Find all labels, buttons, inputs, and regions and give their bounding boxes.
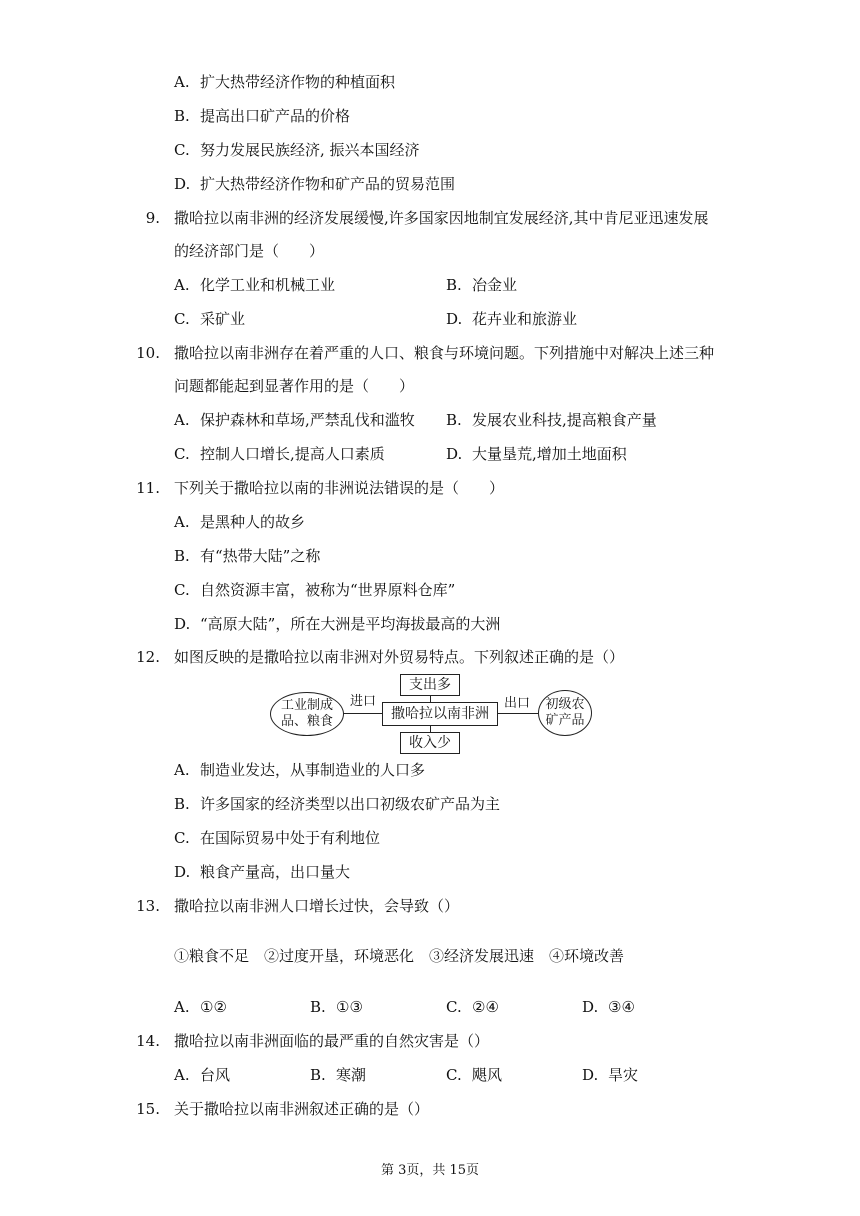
q14-option-a [174,1065,230,1085]
q10-option-d [446,444,627,464]
page-footer: 第 3页，共 15页 [380,1163,480,1178]
top-box: 支出多 [400,674,460,696]
q11-stem: 下列关于撒哈拉以南的非洲说法错误的是（ ） [174,479,505,497]
option-text: 提高出口矿产品的价格 [200,107,351,125]
center-box: 撒哈拉以南非洲 [382,702,498,726]
q11-option-b [174,546,320,566]
left-oval [270,692,344,736]
q10-number: 10. [136,344,160,362]
option-letter: D. [446,445,463,463]
q14-option-d [582,1065,638,1085]
q11-number: 11. [136,479,160,497]
option-letter: D. [582,1066,599,1084]
q11-option-d [174,614,500,634]
q14-option-c [446,1065,502,1085]
option-text: 保护森林和草场,严禁乱伐和滥牧 [200,411,415,429]
q13-option-c [446,997,499,1017]
q9-option-a [174,275,335,295]
option-text: 寒潮 [336,1066,367,1084]
right-oval-line2: 矿产品 [545,713,585,728]
right-oval [538,690,592,736]
q9-stem-line2: 的经济部门是（ ） [174,242,325,260]
q10-stem-line2: 问题都能起到显著作用的是（ ） [174,377,415,395]
option-text: 台风 [200,1066,231,1084]
option-text: 自然资源丰富，被称为“世界原料仓库” [200,581,456,599]
q14-number: 14. [136,1032,160,1050]
q9-option-c [174,309,245,329]
option-text: 大量垦荒,增加土地面积 [472,445,627,463]
option-letter: C. [174,445,190,463]
option-text: 旱灾 [608,1066,639,1084]
option-text: “高原大陆”，所在大洲是平均海拔最高的大洲 [200,615,501,633]
q9-stem-line1: 撒哈拉以南非洲的经济发展缓慢,许多国家因地制宜发展经济,其中肯尼亚迅速发展 [174,209,709,227]
option-letter: A. [174,73,190,91]
q13-stem: 撒哈拉以南非洲人口增长过快，会导致（） [174,897,460,915]
option-text: 扩大热带经济作物的种植面积 [200,73,396,91]
option-letter: A. [174,411,190,429]
option-text: 化学工业和机械工业 [200,276,336,294]
q8-option-b [174,106,350,126]
q11-option-a [174,512,305,532]
q12-option-c [174,828,380,848]
option-text: 努力发展民族经济, 振兴本国经济 [200,141,420,159]
option-text: ①② [200,998,227,1016]
option-text: 是黑种人的故乡 [200,513,306,531]
option-letter: B. [446,276,462,294]
q14-option-b [310,1065,366,1085]
q8-option-c [174,140,420,160]
q12-stem: 如图反映的是撒哈拉以南非洲对外贸易特点。下列叙述正确的是（） [174,648,625,666]
q8-option-d [174,174,455,194]
q10-option-b [446,410,657,430]
option-letter: C. [446,1066,462,1084]
q9-option-d [446,309,577,329]
option-letter: A. [174,998,190,1016]
q13-option-b [310,997,363,1017]
option-text: 扩大热带经济作物和矿产品的贸易范围 [200,175,456,193]
q13-number: 13. [136,897,160,915]
option-letter: A. [174,513,190,531]
option-letter: B. [174,795,190,813]
option-text: 控制人口增长,提高人口素质 [200,445,385,463]
option-text: 在国际贸易中处于有利地位 [200,829,381,847]
option-letter: D. [174,175,191,193]
option-letter: D. [582,998,599,1016]
option-letter: C. [174,829,190,847]
option-text: 制造业发达，从事制造业的人口多 [200,761,426,779]
q10-option-a [174,410,415,430]
option-letter: D. [446,310,463,328]
bottom-box: 收入少 [400,732,460,754]
option-text: 飓风 [472,1066,503,1084]
q10-option-c [174,444,385,464]
q13-option-a [174,997,227,1017]
option-letter: A. [174,1066,190,1084]
option-letter: B. [310,1066,326,1084]
option-text: 采矿业 [200,310,246,328]
left-oval-line2: 品、粮食 [280,714,333,729]
option-letter: D. [174,863,191,881]
option-letter: C. [174,141,190,159]
q13-statements: ①粮食不足 ②过度开垦，环境恶化 ③经济发展迅速 ④环境改善 [174,947,625,965]
option-letter: B. [310,998,326,1016]
left-oval-line1: 工业制成 [280,698,333,713]
option-text: 有“热带大陆”之称 [200,547,321,565]
q13-option-d [582,997,635,1017]
q9-option-b [446,275,517,295]
q12-option-b [174,794,500,814]
q12-number: 12. [136,648,160,666]
q11-option-c [174,580,455,600]
import-arrow-line [342,713,382,714]
q14-stem: 撒哈拉以南非洲面临的最严重的自然灾害是（） [174,1032,490,1050]
export-label: 出口 [504,696,531,711]
option-text: 冶金业 [472,276,518,294]
q10-stem-line1: 撒哈拉以南非洲存在着严重的人口、粮食与环境问题。下列措施中对解决上述三种 [174,344,715,362]
option-text: 花卉业和旅游业 [472,310,578,328]
q15-number: 15. [136,1100,160,1118]
option-text: 发展农业科技,提高粮食产量 [472,411,657,429]
right-oval-line1: 初级农 [545,697,585,712]
q9-number: 9. [145,209,160,227]
option-text: ①③ [336,998,363,1016]
option-letter: B. [174,547,190,565]
option-letter: D. [174,615,191,633]
export-arrow-line [496,713,538,714]
q8-option-a [174,72,395,92]
option-text: 粮食产量高，出口量大 [200,863,351,881]
option-text: 许多国家的经济类型以出口初级农矿产品为主 [200,795,501,813]
option-letter: C. [174,310,190,328]
q12-option-d [174,862,350,882]
trade-diagram [270,672,592,756]
import-label: 进口 [350,694,377,709]
option-text: ③④ [608,998,635,1016]
option-text: ②④ [472,998,499,1016]
option-letter: B. [446,411,462,429]
q12-option-a [174,760,425,780]
option-letter: A. [174,761,190,779]
option-letter: B. [174,107,190,125]
q15-stem: 关于撒哈拉以南非洲叙述正确的是（） [174,1100,430,1118]
option-letter: C. [446,998,462,1016]
option-letter: A. [174,276,190,294]
option-letter: C. [174,581,190,599]
